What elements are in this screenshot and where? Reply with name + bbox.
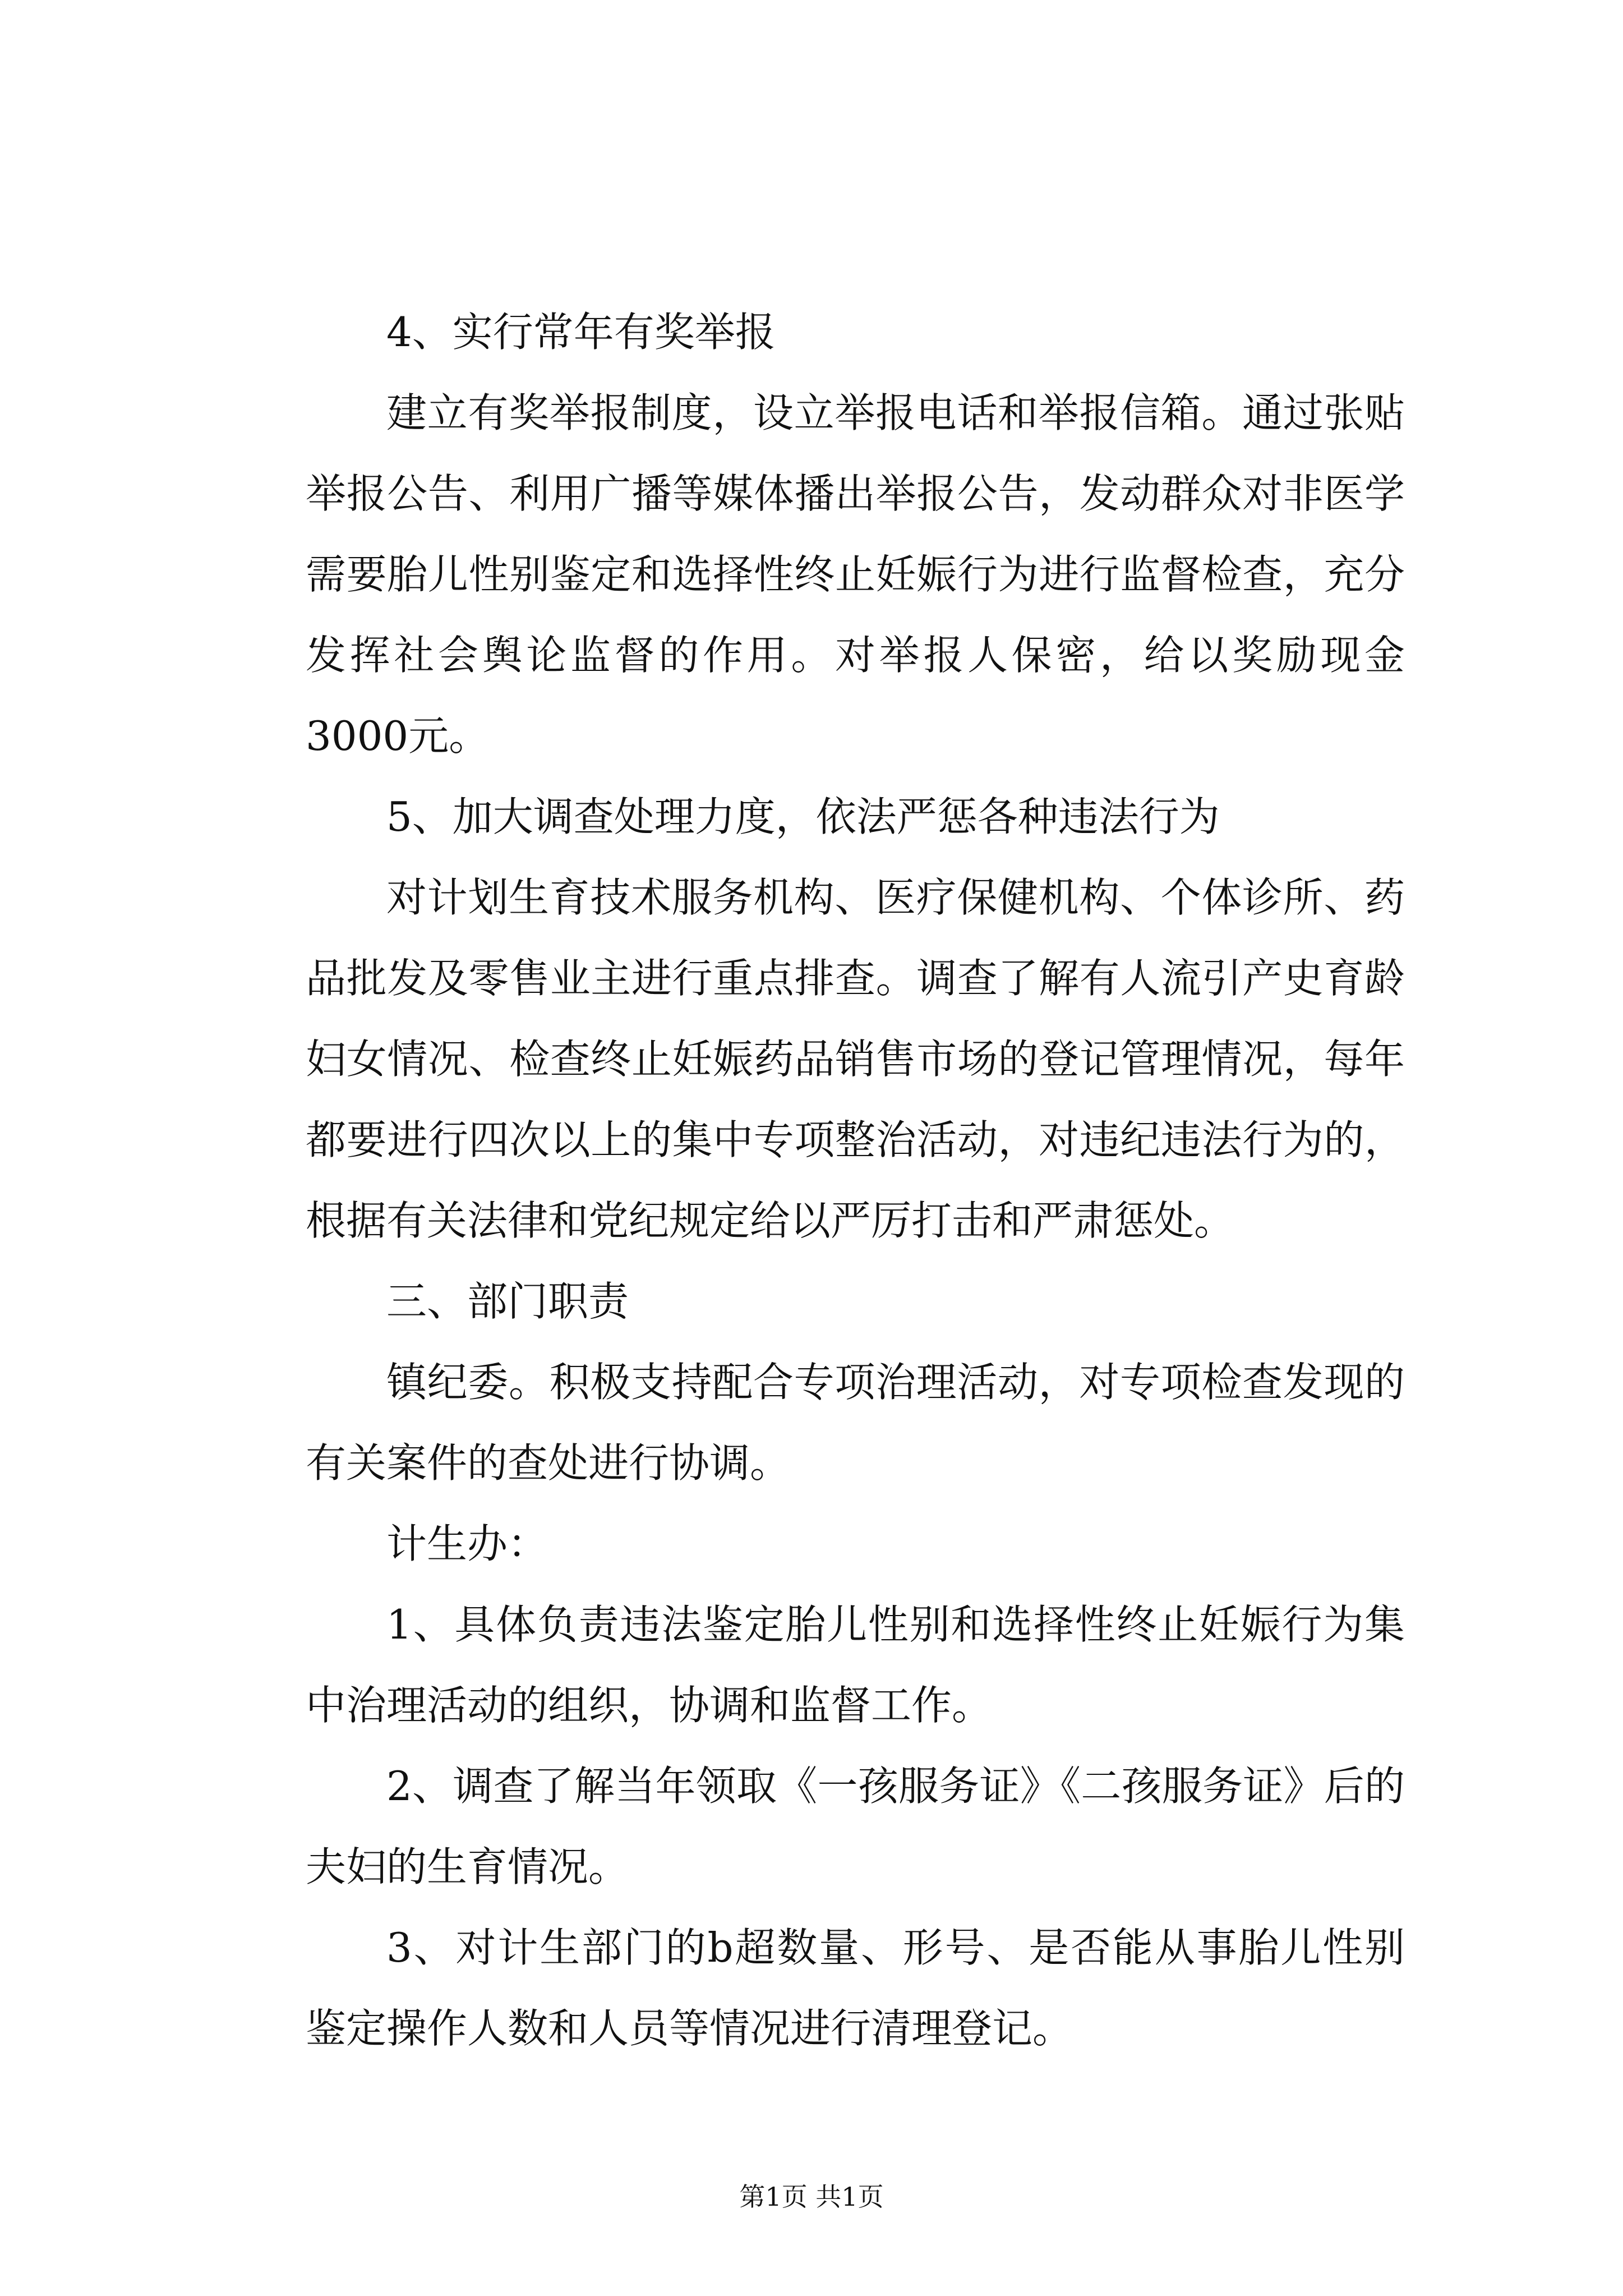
paragraph-family-planning-office: 计生办： bbox=[386, 1520, 548, 1567]
paragraph-investigation: 对计划生育技术服务机构、医疗保健机构、个体诊所、药品批发及零售业主进行重点排查。调查了解有人流引产史育龄妇女情况、检查终止妊娠药品销售市场的登记管理情况，每年都要进行四次以上的集中专项整治活动，对违纪违法行为的，根据有关法律和党纪规定给以严厉打击和严肃惩处。 bbox=[306, 874, 1405, 1244]
page-number-footer: 第1页 共1页 bbox=[739, 2182, 884, 2212]
section-heading-5: 5、加大调查处理力度，依法严惩各种违法行为 bbox=[386, 793, 1220, 840]
paragraph-discipline-committee: 镇纪委。积极支持配合专项治理活动，对专项检查发现的有关案件的查处进行协调。 bbox=[306, 1359, 1405, 1487]
document-body bbox=[306, 292, 1405, 2069]
list-item-1: 1、具体负责违法鉴定胎儿性别和选择性终止妊娠行为集中治理活动的组织，协调和监督工作。 bbox=[306, 1601, 1405, 1729]
section-heading-4: 4、实行常年有奖举报 bbox=[386, 309, 776, 356]
paragraph-reporting-system: 建立有奖举报制度，设立举报电话和举报信箱。通过张贴举报公告、利用广播等媒体播出举报公告，发动群众对非医学需要胎儿性别鉴定和选择性终止妊娠行为进行监督检查，充分发挥社会舆论监督的作用。对举报人保密，给以奖励现金3000元。 bbox=[306, 389, 1405, 760]
list-item-2: 2、调查了解当年领取《一孩服务证》《二孩服务证》后的夫妇的生育情况。 bbox=[306, 1763, 1405, 1890]
section-heading-three: 三、部门职责 bbox=[386, 1278, 629, 1325]
list-item-3: 3、对计生部门的b超数量、形号、是否能从事胎儿性别鉴定操作人数和人员等情况进行清理登记。 bbox=[306, 1924, 1405, 2052]
